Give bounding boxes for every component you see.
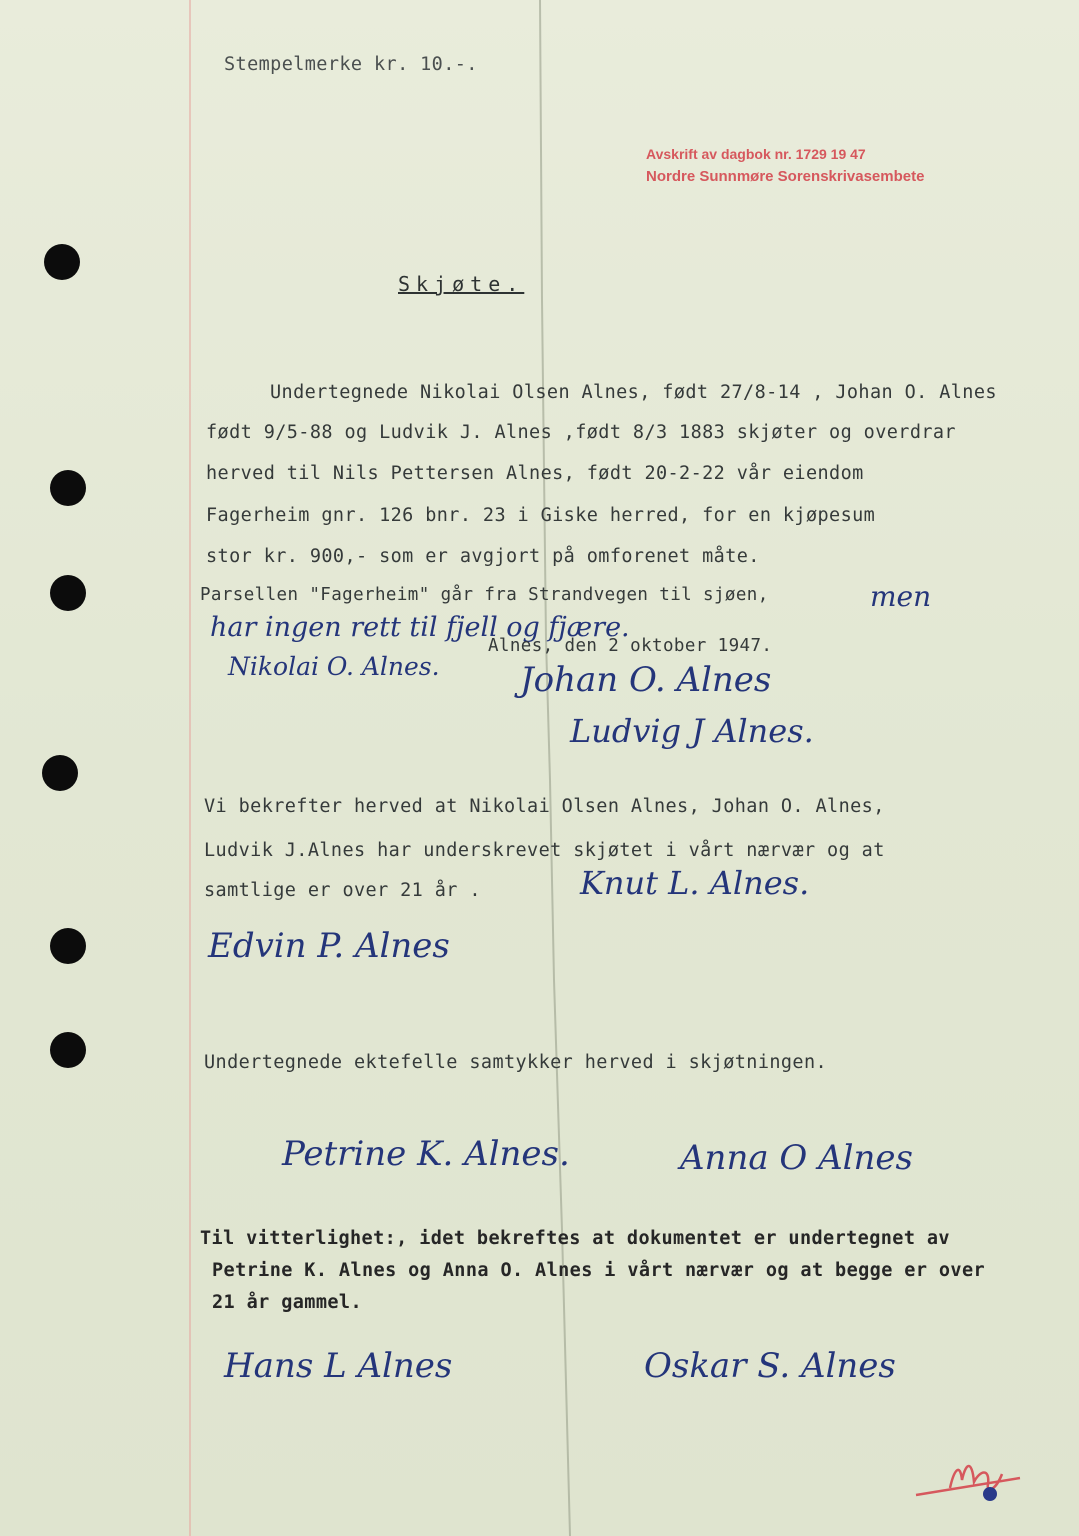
attestation-line: 21 år gammel.: [212, 1292, 362, 1313]
deed-line: stor kr. 900,- som er avgjort på omforenet måte.: [206, 546, 760, 567]
deed-line: Fagerheim gnr. 126 bnr. 23 i Giske herred, for en kjøpesum: [206, 505, 876, 526]
stamp-duty-note: Stempelmerke kr. 10.-.: [224, 54, 478, 75]
punch-hole: [44, 244, 80, 280]
red-initials-mark: [910, 1440, 1030, 1510]
signature: Ludvig J Alnes.: [570, 712, 814, 750]
place-date: Alnes, den 2 oktober 1947.: [488, 636, 773, 656]
document-title: Skjøte.: [398, 272, 525, 296]
paper-fold-crease: [532, 0, 576, 1536]
signature: Hans L Alnes: [224, 1346, 453, 1386]
punch-hole: [50, 575, 86, 611]
signature: Knut L. Alnes.: [580, 864, 810, 902]
attestation-line: Petrine K. Alnes og Anna O. Alnes i vårt nærvær og at begge er over: [212, 1260, 986, 1281]
signature: Petrine K. Alnes.: [282, 1134, 570, 1174]
consent-line: Undertegnede ektefelle samtykker herved i skjøtningen.: [204, 1052, 828, 1073]
deed-line: herved til Nils Pettersen Alnes, født 20-2-22 vår eiendom: [206, 463, 864, 484]
witness-line: Ludvik J.Alnes har underskrevet skjøtet i vårt nærvær og at: [204, 840, 885, 861]
signature: Johan O. Alnes: [520, 660, 772, 700]
punch-hole: [50, 928, 86, 964]
attestation-line: Til vitterlighet:, idet bekreftes at dokumentet er undertegnet av: [200, 1228, 950, 1249]
punch-hole: [42, 755, 78, 791]
signature: Anna O Alnes: [680, 1138, 914, 1178]
signature: Nikolai O. Alnes.: [228, 652, 440, 681]
margin-line: [189, 0, 191, 1536]
signature: Edvin P. Alnes: [208, 926, 450, 966]
deed-line: Undertegnede Nikolai Olsen Alnes, født 27/8-14 , Johan O. Alnes: [270, 382, 997, 403]
handwritten-addition: men: [870, 580, 932, 613]
signature: Oskar S. Alnes: [644, 1346, 896, 1386]
punch-hole: [50, 1032, 86, 1068]
deed-line: Parsellen "Fagerheim" går fra Strandvegen til sjøen,: [200, 585, 769, 605]
punch-hole: [50, 470, 86, 506]
witness-line: Vi bekrefter herved at Nikolai Olsen Alnes, Johan O. Alnes,: [204, 796, 885, 817]
handwritten-addition: har ingen rett til fjell og fjære.: [210, 612, 630, 643]
registry-stamp-line1: Avskrift av dagbok nr. 1729 19 47: [646, 146, 866, 162]
witness-line: samtlige er over 21 år .: [204, 880, 481, 901]
registry-stamp-line2: Nordre Sunnmøre Sorenskrivasembete: [646, 168, 925, 185]
deed-line: født 9/5-88 og Ludvik J. Alnes ,født 8/3 1883 skjøter og overdrar: [206, 422, 956, 443]
